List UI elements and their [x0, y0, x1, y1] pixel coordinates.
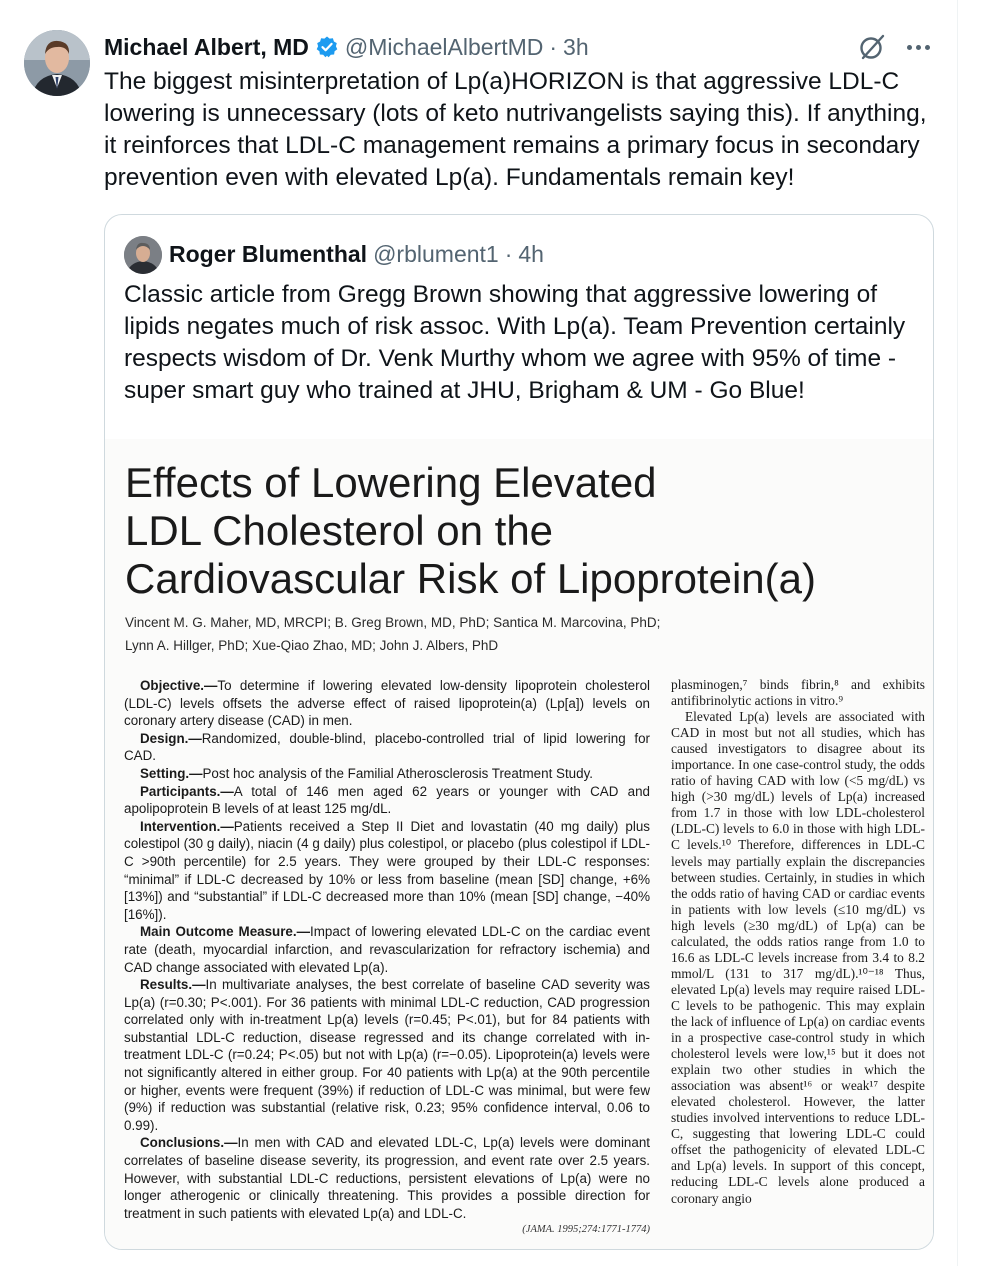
attached-article-image[interactable]	[105, 439, 933, 1250]
grok-icon[interactable]	[857, 32, 887, 62]
quote-separator-dot: ·	[504, 240, 513, 267]
abstract-paragraph	[124, 765, 650, 783]
article-title: Effects of Lowering Elevated LDL Cholesterol on the Cardiovascular Risk of Lipoprotein(a)	[125, 459, 816, 602]
body-paragraph: Elevated Lp(a) levels are associated with CAD in most but not all studies, which has caused investigators to disagree about its importance. In one case-control study, the odds ratio of having CAD with low (<5 mg/dL) vs high (>30 mg/dL) levels of Lp(a) increased from 1.7 in those with low LDL-cholesterol (LDL-C) levels to 6.0 in those with high LDL-C levels.¹⁰ Therefore, differences in LDL-C levels may partially explain the discrepancies between studies. Certainly, in studies in which the odds ratio of having CAD or cardiac events in patients with low levels (≤10 mg/dL) vs high levels (≥30 mg/dL) of Lp(a) can be calculated, the odds ratios range from 1.0 to 16.6 as LDL-C levels increase from 3.4 to 8.2 mmol/L (131 to 317 mg/dL).¹⁰⁻¹⁸ Thus, elevated Lp(a) levels may require raised LDL-C levels to be pathogenic. This may explain the lack of influence of Lp(a) on cardiac events in a prospective case-control study in which cholesterol levels were low,¹⁵ but it does not explain two other studies in which the association was absent¹⁶ or weak¹⁷ despite elevated cholesterol. However, the latter studies involved interventions to reduce LDL-C, suggesting that lowering LDL-C could offset the pathogenicity of elevated LDL-C and Lp(a) levels. In support of this concept, reducing LDL-C levels alone produced a coronary angio	[671, 709, 925, 1206]
author-name[interactable]: Michael Albert, MD	[104, 33, 309, 60]
timeline-divider	[957, 0, 958, 1266]
abstract-paragraph	[124, 976, 650, 1134]
tweet-header	[104, 32, 589, 62]
abstract-paragraph	[124, 923, 650, 976]
abstract-paragraph	[124, 730, 650, 765]
quote-author-handle[interactable]: @rblument1	[373, 240, 499, 267]
abstract-paragraph	[124, 677, 650, 730]
timestamp[interactable]: 3h	[563, 33, 589, 60]
quote-avatar[interactable]	[124, 236, 162, 274]
quote-author-name[interactable]: Roger Blumenthal	[169, 240, 368, 267]
abstract-paragraph	[124, 783, 650, 818]
quoted-tweet[interactable]	[104, 214, 934, 1250]
separator-dot: ·	[549, 33, 558, 60]
abstract-section-text: To determine if lowering elevated low-density lipoprotein cholesterol (LDL-C) levels offsets the adverse effect of raised lipoprotein(a) (Lp[a]) levels on coronary artery disease (CAD) in men.	[124, 678, 650, 729]
article-authors: Vincent M. G. Maher, MD, MRCPI; B. Greg Brown, MD, PhD; Santica M. Marcovina, PhD; Lynn A. Hillger, PhD; Xue-Qiao Zhao, MD; John J. Albers, PhD	[125, 615, 661, 653]
more-options-icon[interactable]	[902, 34, 934, 60]
abstract-section-heading: Results.—	[140, 977, 206, 993]
avatar-image	[24, 30, 90, 96]
quote-text: Classic article from Gregg Brown showing that aggressive lowering of lipids negates much of risk assoc. With Lp(a). Team Prevention certainly respects wisdom of Dr. Venk Murthy whom we agree with 95% of time - super smart guy who trained at JHU, Brigham & UM - Go Blue!	[124, 281, 906, 404]
abstract-section-heading: Objective.—	[140, 678, 218, 693]
quote-timestamp[interactable]: 4h	[518, 240, 544, 267]
abstract-section-text: In men with CAD and elevated LDL-C, Lp(a) levels were dominant correlates of baseline disease severity, its progression, and event rate over 2.5 years. However, with substantial LDL-C reductions, persistent elevations of Lp(a) were no longer atherogenic or clinically threatening. This provides a possible direction for treatment in such patients with elevated Lp(a) and LDL-C.	[124, 1135, 650, 1221]
abstract-section-text: In multivariate analyses, the best correlate of baseline CAD severity was Lp(a) (r=0.30; P<.001). For 36 patients with minimal LDL-C reduction, CAD progression correlated only with in-treatment Lp(a) levels (r=0.45; P<.01), but for 84 patients with substantial LDL-C reduction, disease regressed and its change correlated with in-treatment LDL-C (r=0.24; P<.05) but not with Lp(a) (r=−0.05). Lipoprotein(a) levels were not significantly altered in either group. For 40 patients with Lp(a) at the 90th percentile or higher, events were frequent (39%) if reduction of LDL-C was minimal, but were few (9%) if reduction was substantial (relative risk, 0.23; 95% confidence interval, 0.06 to 0.99).	[124, 977, 650, 1133]
article-citation: (JAMA. 1995;274:1771-1774)	[522, 1224, 650, 1235]
author-handle[interactable]: @MichaelAlbertMD	[344, 33, 544, 60]
abstract-section-text: Impact of lowering elevated LDL-C on the cardiac event rate (death, myocardial infarction, and revascularization for refractory ischemia) and CAD change associated with elevated Lp(a).	[124, 924, 650, 975]
abstract-section-heading: Conclusions.—	[140, 1135, 238, 1151]
abstract-section-text: Randomized, double-blind, placebo-controlled trial of lipid lowering for CAD.	[124, 730, 650, 764]
tweet-text: The biggest misinterpretation of Lp(a)HORIZON is that aggressive LDL-C lowering is unnecessary (lots of keto nutrivangelists saying this). If anything, it reinforces that LDL-C management remains a primary focus in secondary prevention even with elevated Lp(a). Fundamentals remain key!	[104, 68, 927, 191]
abstract-section-heading: Setting.—	[140, 765, 203, 781]
article-body-column	[671, 677, 925, 1207]
abstract-section-heading: Main Outcome Measure.—	[140, 924, 310, 940]
abstract-section-heading: Participants.—	[140, 783, 234, 799]
abstract-paragraph	[124, 1134, 650, 1222]
quote-header	[169, 239, 544, 269]
abstract-section-heading: Intervention.—	[140, 818, 234, 834]
quote-avatar-image	[124, 236, 162, 274]
abstract-section-text: Post hoc analysis of the Familial Atherosclerosis Treatment Study.	[202, 765, 593, 781]
abstract-section-text: Patients received a Step II Diet and lovastatin (40 mg daily) plus colestipol (30 g daily), niacin (4 g daily) plus colestipol, or placebo (plus colestipol if LDL-C >90th percentile) for 2.5 years. They were grouped by their LDL-C responses: “minimal” if LDL-C decreased by 10% or less from baseline (mean [SD] change, +6% [13%]) and “substantial” if LDL-C decreased more than 10% (mean [SD] change, −40% [16%]).	[124, 818, 650, 922]
abstract-paragraph	[124, 818, 650, 924]
abstract-section-heading: Design.—	[140, 730, 202, 746]
article-abstract	[124, 677, 650, 1222]
body-paragraph: plasminogen,⁷ binds fibrin,⁸ and exhibits antifibrinolytic actions in vitro.⁹	[671, 677, 925, 709]
avatar[interactable]	[24, 30, 90, 96]
verified-badge-icon	[315, 35, 339, 59]
abstract-section-text: A total of 146 men aged 62 years or younger with CAD and apolipoprotein B levels of at least 125 mg/dL.	[124, 783, 650, 817]
